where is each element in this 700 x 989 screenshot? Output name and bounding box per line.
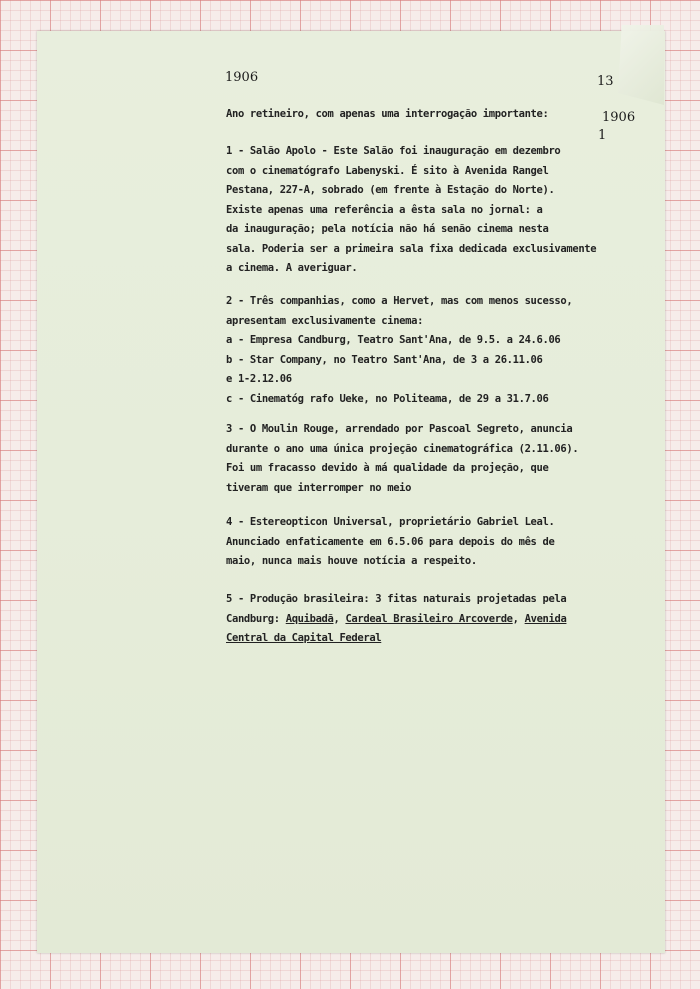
section-1 xyxy=(226,142,656,279)
text-line: durante o ano uma única projeção cinematográfica (2.11.06). xyxy=(226,442,579,455)
year-left: 1906 xyxy=(225,70,259,85)
text-line: 5 - Produção brasileira: 3 fitas naturais projetadas pela xyxy=(226,593,567,605)
text-line: com o cinematógrafo Labenyski. É sito à Avenida Rangel xyxy=(226,164,549,177)
text-line: c - Cinematóg rafo Ueke, no Politeama, de 29 a 31.7.06 xyxy=(226,392,549,405)
text-line: Existe apenas uma referência a êsta sala no jornal: a xyxy=(226,203,543,216)
text-line: a cinema. A averiguar. xyxy=(226,262,358,274)
text-line: 2 - Três companhias, como a Hervet, mas com menos sucesso, xyxy=(226,295,573,307)
text-line xyxy=(226,629,656,649)
page-fold xyxy=(618,25,664,105)
section-4 xyxy=(226,513,656,572)
text-line: tiveram que interromper no meio xyxy=(226,481,412,494)
text-line: Ano retineiro, com apenas uma interrogação importante: xyxy=(226,108,549,120)
text-line: Foi um fracasso devido à má qualidade da projeção, que xyxy=(226,462,549,474)
page-number: 13 xyxy=(597,74,614,89)
film-title-cardeal: Cardeal Brasileiro Arcoverde xyxy=(345,612,513,625)
text-line: a - Empresa Candburg, Teatro Sant'Ana, de 9.5. a 24.6.06 xyxy=(226,334,561,346)
index-right: 1 xyxy=(598,128,607,143)
text-line xyxy=(226,610,656,630)
text-fragment: Candburg: xyxy=(226,612,286,625)
text-line: Pestana, 227-A, sobrado (em frente à Estação do Norte). xyxy=(226,184,555,196)
text-fragment: , xyxy=(333,612,346,625)
text-line: 4 - Estereopticon Universal, proprietário Gabriel Leal. xyxy=(226,516,555,528)
intro-line xyxy=(226,105,656,125)
text-line: Anunciado enfaticamente em 6.5.06 para depois do mês de xyxy=(226,535,555,548)
film-title-avenida-continued: Central da Capital Federal xyxy=(226,632,382,644)
text-line: 3 - O Moulin Rouge, arrendado por Pascoal Segreto, anuncia xyxy=(226,423,573,435)
text-line: e 1-2.12.06 xyxy=(226,373,292,385)
text-line: maio, nunca mais houve notícia a respeito. xyxy=(226,555,477,567)
section-5 xyxy=(226,590,656,649)
section-2 xyxy=(226,292,656,409)
text-line: apresentam exclusivamente cinema: xyxy=(226,314,424,327)
text-line: da inauguração; pela notícia não há senão cinema nesta xyxy=(226,223,549,235)
film-title-avenida: Avenida xyxy=(524,612,567,625)
film-title-aquibada: Aquibadã xyxy=(285,612,334,625)
text-fragment: , xyxy=(512,612,525,625)
text-line: b - Star Company, no Teatro Sant'Ana, de 3 a 26.11.06 xyxy=(226,353,543,366)
text-line: 1 - Salão Apolo - Este Salão foi inauguração em dezembro xyxy=(226,145,561,157)
year-right: 1906 xyxy=(602,110,636,125)
text-line: sala. Poderia ser a primeira sala fixa dedicada exclusivamente xyxy=(226,242,597,255)
section-3 xyxy=(226,420,656,498)
